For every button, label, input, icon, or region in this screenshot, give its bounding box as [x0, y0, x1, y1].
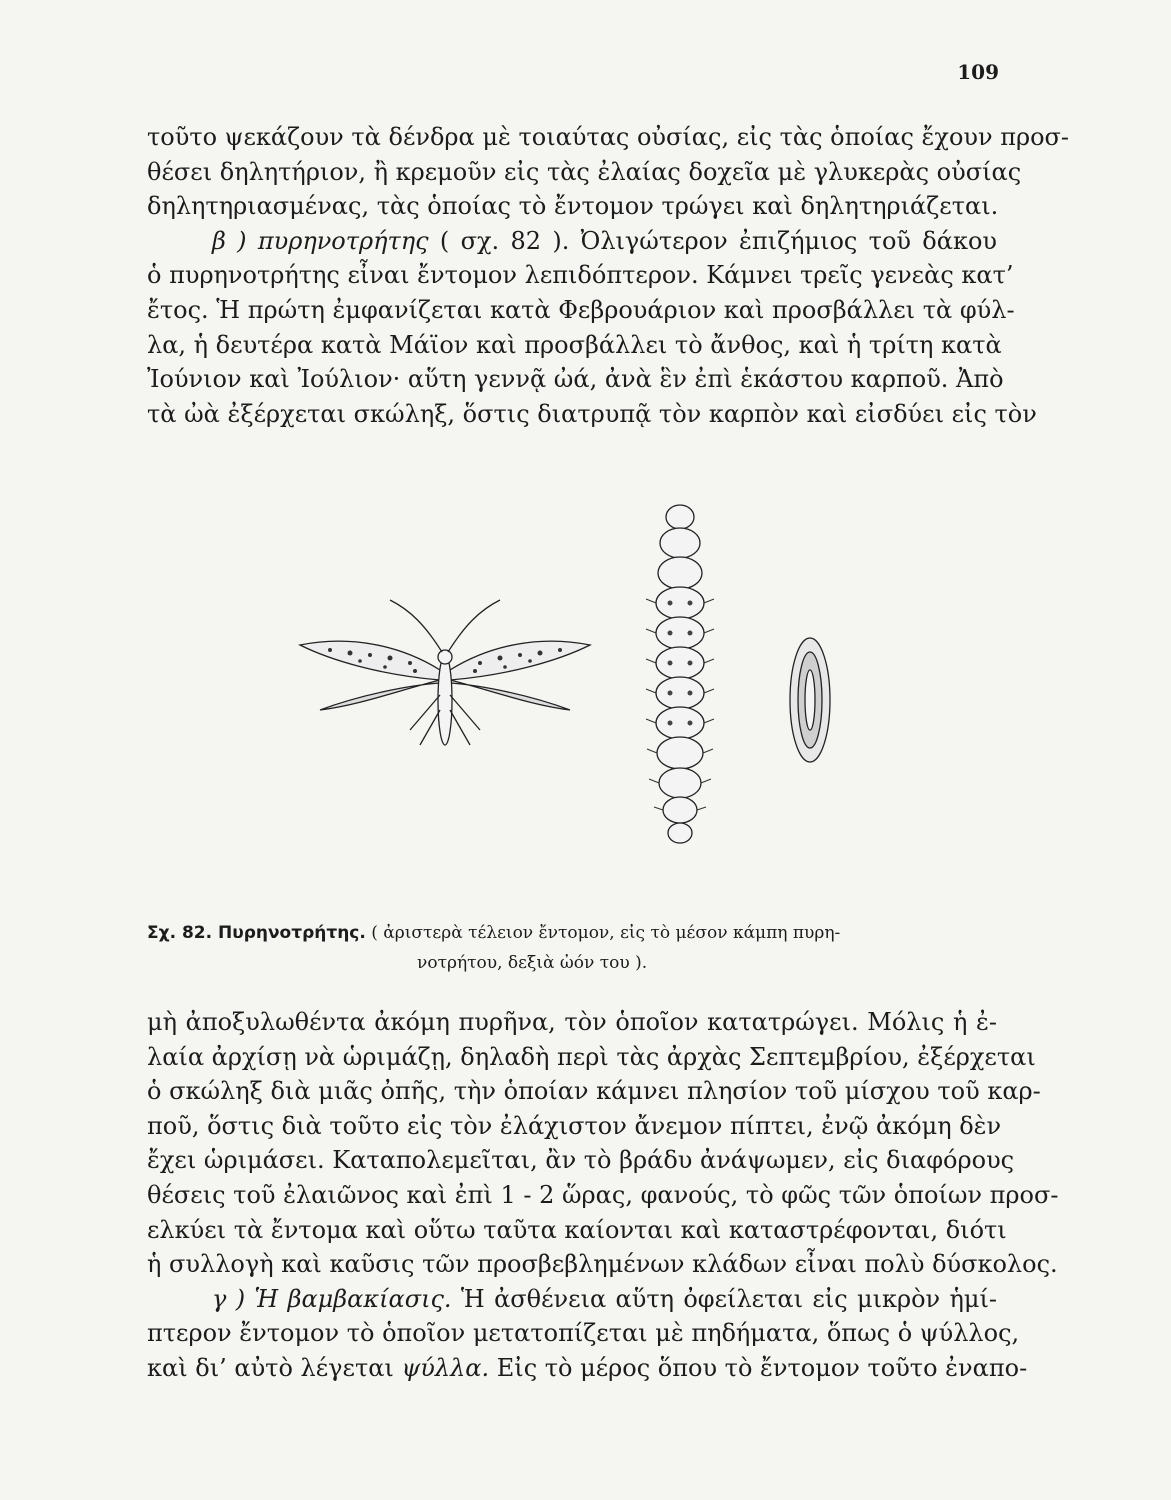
page-number: 109 [957, 60, 999, 84]
section-g-first-line [147, 1282, 997, 1317]
text-line: δηλητηριασμένας, τὰς ὁποίας τὸ ἔντομον τρώγει καὶ δηλητηριάζεται. [147, 192, 999, 221]
text-fragment: καὶ δι’ αὐτὸ λέγεται [147, 1353, 402, 1382]
text-line: τὰ ὠὰ ἐξέρχεται σκώληξ, ὅστις διατρυπᾷ τὸν καρπὸν καὶ εἰσδύει εἰς τὸν [147, 399, 1037, 428]
text-line: μὴ ἀποξυλωθέντα ἀκόμη πυρῆνα, τὸν ὁποῖον κατατρώγει. Μόλις ἡ ἐ- [147, 1008, 997, 1036]
caption-line-1 [147, 918, 997, 948]
caption-text: ( ἀριστερὰ τέλειον ἔντομον, εἰς τὸ μέσον κάμπη πυρη- [365, 923, 841, 943]
section-g-last-line [147, 1351, 1028, 1386]
adult-moth-drawing [300, 600, 590, 745]
text-line: Ἰούνιον καὶ Ἰούλιον· αὕτη γεννᾷ ὠά, ἀνὰ ἓν ἐπὶ ἑκάστου καρποῦ. Ἀπὸ [147, 365, 1004, 394]
term-psylla: ψύλλα. [401, 1353, 490, 1382]
olive-moth-illustration [290, 495, 850, 855]
text-line: ελκύει τὰ ἔντομα καὶ οὕτω ταῦτα καίονται καὶ καταστρέφονται, διότι [147, 1215, 1007, 1244]
section-b-heading: β ) πυρηνοτρήτης [212, 226, 429, 255]
text-line: θέσεις τοῦ ἐλαιῶνος καὶ ἐπὶ 1 - 2 ὥρας, φανούς, τὸ φῶς τῶν ὁποίων προσ- [147, 1180, 1059, 1209]
text-fragment: Ἡ ἀσθένεια αὕτη ὀφείλεται εἰς μικρὸν ἡμί- [451, 1284, 997, 1313]
text-line: ἔχει ὡριμάσει. Καταπολεμεῖται, ἂν τὸ βράδυ ἀνάψωμεν, εἰς διαφόρους [147, 1146, 1015, 1175]
text-line: ἔτος. Ἡ πρώτη ἐμφανίζεται κατὰ Φεβρουάριον καὶ προσβάλλει τὰ φύλ- [147, 295, 1015, 324]
egg-drawing [790, 638, 830, 762]
text-fragment: Εἰς τὸ μέρος ὅπου τὸ ἔντομον τοῦτο ἐναπο- [489, 1353, 1028, 1382]
text-line: λαία ἀρχίσῃ νὰ ὡριμάζῃ, δηλαδὴ περὶ τὰς ἀρχὰς Σεπτεμβρίου, ἐξέρχεται [147, 1042, 1036, 1071]
text-line: ὁ πυρηνοτρήτης εἶναι ἔντομον λεπιδόπτερον. Κάμνει τρεῖς γενεὰς κατ’ [147, 261, 1014, 290]
text-line: ἡ συλλογὴ καὶ καῦσις τῶν προσβεβλημένων κλάδων εἶναι πολὺ δύσκολος. [147, 1250, 1058, 1279]
text-line: ὁ σκώληξ διὰ μιᾶς ὀπῆς, τὴν ὁποίαν κάμνει πλησίον τοῦ μίσχου τοῦ καρ- [147, 1077, 1041, 1106]
text-line: τοῦτο ψεκάζουν τὰ δένδρα μὲ τοιαύτας οὐσίας, εἰς τὰς ὁποίας ἔχουν προσ- [147, 123, 1070, 151]
text-line: ποῦ, ὅστις διὰ τοῦτο εἰς τὸν ἐλάχιστον ἄνεμον πίπτει, ἐνῷ ἀκόμη δὲν [147, 1111, 1002, 1140]
figure-82 [290, 495, 850, 855]
figure-reference: ( σχ. 82 ). [428, 226, 570, 255]
figure-caption [147, 918, 997, 978]
section-g-heading: γ ) Ἡ βαμβακίασις. [212, 1284, 452, 1313]
text-line: θέσει δηλητήριον, ἢ κρεμοῦν εἰς τὰς ἐλαίας δοχεῖα μὲ γλυκερὰς οὐσίας [147, 157, 1022, 186]
caption-line-2: νοτρήτου, δεξιὰ ὠόν του ). [417, 953, 648, 973]
text-fragment: Ὀλιγώτερον ἐπιζήμιος τοῦ δάκου [569, 226, 998, 255]
paragraph-top [147, 120, 1070, 431]
paragraph-bottom [147, 1005, 1059, 1386]
section-b-first-line [147, 224, 997, 259]
larva-drawing [646, 505, 714, 843]
caption-label: Σχ. 82. Πυρηνοτρήτης. [147, 923, 366, 943]
text-line: λα, ἡ δευτέρα κατὰ Μάϊον καὶ προσβάλλει τὸ ἄνθος, καὶ ἡ τρίτη κατὰ [147, 330, 1002, 359]
text-line: πτερον ἔντομον τὸ ὁποῖον μετατοπίζεται μὲ πηδήματα, ὅπως ὁ ψύλλος, [147, 1319, 1020, 1348]
